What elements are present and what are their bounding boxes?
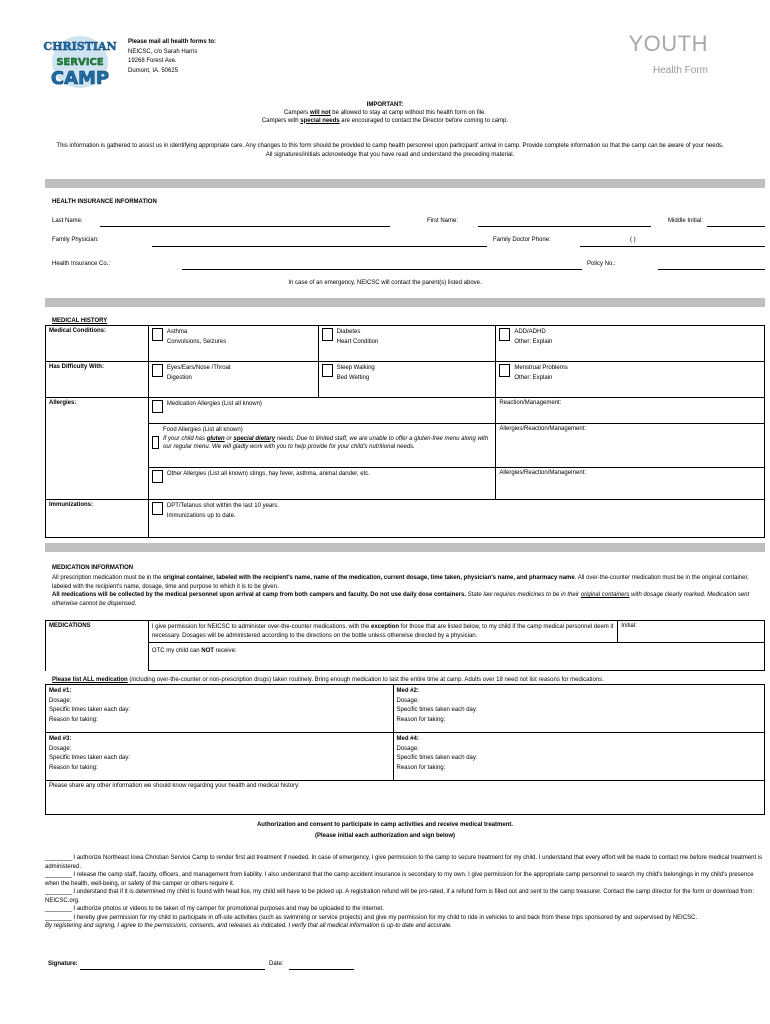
medical-history-table: Medical Conditions: Asthma Convulsions, Seizures Diabetes Heart Condition ADD/ADHD Other: Explain Has Difficulty With: Eyes/Ears/Nose /Throat Digestion Sleep Walking Bed Wetting Menstrual Problems Other: Explain Allergies: Medication Allergies (List all known) Reaction/Management: Food Allergies (List all known) If your child has gluten or special dietary needs: Due to limited staff, we are unable to offer a gluten-free menu along with our regular menu. We will gladly work with you to help provide for your child's nutritional needs. Allergies/Reaction/Management: Other Allergies (List all known) stings, hay fever, asthma, animal dander, etc. Allergies/Reaction/Management: Immunizations: DPT/Tetanus shot within the last 10 years. Immunizations up to date. bbox=[45, 325, 765, 538]
important-block bbox=[0, 102, 770, 125]
medications-table bbox=[45, 620, 765, 671]
allergies-label: Allergies: bbox=[46, 398, 149, 500]
med-2-field[interactable]: Med #2: Dosage: Specific times taken each day: Reason for taking: bbox=[393, 685, 764, 733]
date-label: Date: bbox=[269, 961, 284, 967]
checkbox[interactable] bbox=[152, 502, 163, 515]
allergies-reaction-2: Allergies/Reaction/Management: bbox=[496, 468, 765, 500]
signature-label: Signature: bbox=[48, 961, 78, 967]
first-name-input[interactable] bbox=[478, 226, 651, 227]
checkbox[interactable] bbox=[152, 364, 163, 377]
checkbox[interactable] bbox=[499, 328, 510, 341]
family-physician-label: Family Physician: bbox=[52, 237, 99, 243]
health-insurance-input[interactable] bbox=[182, 269, 582, 270]
medications-label: MEDICATIONS bbox=[46, 621, 149, 671]
svg-text:CHRISTIAN: CHRISTIAN bbox=[43, 40, 117, 53]
authorization-item: ________ I hereby give permission for my child to participate in off-site activities (such as swimming or service projects) and give my permission for my child to ride in vehicles to and back from these trips sponsored by and supervised by NEICSC. bbox=[45, 914, 698, 921]
form-title: YOUTH bbox=[628, 31, 708, 56]
checkbox[interactable] bbox=[152, 436, 159, 449]
signature-input[interactable] bbox=[80, 969, 265, 970]
checkbox[interactable] bbox=[152, 400, 163, 413]
health-insurance-label: Health Insurance Co.: bbox=[52, 261, 111, 267]
checkbox[interactable] bbox=[322, 328, 333, 341]
middle-initial-input[interactable] bbox=[707, 226, 765, 227]
doctor-phone-input[interactable] bbox=[580, 246, 765, 247]
important-title: IMPORTANT: bbox=[366, 102, 404, 108]
last-name-label: Last Name: bbox=[52, 218, 83, 224]
date-input[interactable] bbox=[289, 969, 354, 970]
doctor-phone-label: Family Doctor Phone: bbox=[493, 237, 551, 243]
policy-no-label: Policy No.: bbox=[587, 261, 616, 267]
section-bar bbox=[45, 543, 765, 552]
mail-title: Please mail all health forms to: bbox=[128, 39, 217, 45]
medical-history-title: MEDICAL HISTORY bbox=[52, 318, 108, 324]
checkbox[interactable] bbox=[152, 470, 163, 483]
authorization-title: Authorization and consent to participate in camp activities and receive medical treatment. bbox=[256, 822, 514, 828]
medication-paragraph: All prescription medication must be in the original container, labeled with the recipient's name, name of the medication, current dosage, time taken, physician's name, and pharmacy name. All over-the-counter medication must be in the original container, labeled with the recipient's name, dosage, time and purpose to which it is to be given. All medications will be collected by the medical personnel upon arrival at camp from both campers and faculty. Do not use daily dose containers. State law requires medicines to be in their original containers with dosage clearly marked. Medication sent otherwise cannot be dispensed. bbox=[52, 575, 750, 607]
info-paragraph: This information is gathered to assist us in identifying appropriate care. Any changes to this form should be provided to camp health personnel upon participant' arrival in camp. Provide complete information so that the camp can be aware of your needs. All signatures/initials acknowledge that you have read and understand the preceding material. bbox=[56, 143, 724, 158]
immunizations-label: Immunizations: bbox=[46, 500, 149, 538]
form-subtitle: Health Form bbox=[652, 65, 708, 76]
checkbox[interactable] bbox=[152, 328, 163, 341]
authorization-item: ________ I release the camp staff, faculty, officers, and management from liability. I also understand that the camp accident insurance is secondary to my own. I give permission for the appropriate camp personnel to search my child's belongings in my child's presence when the health, well-being, or safety of the camper or others require it. bbox=[45, 872, 754, 887]
last-name-input[interactable] bbox=[100, 226, 390, 227]
first-name-label: First Name: bbox=[427, 218, 459, 224]
svg-text:SERVICE: SERVICE bbox=[56, 57, 104, 68]
checkbox[interactable] bbox=[499, 364, 510, 377]
med-4-field[interactable]: Med #4: Dosage: Specific times taken each day: Reason for taking: bbox=[393, 733, 764, 781]
section-bar bbox=[45, 179, 765, 188]
emergency-note: In case of an emergency, NEICSC will contact the parent(s) listed above. bbox=[288, 280, 482, 286]
reaction-management: Reaction/Management: bbox=[496, 398, 765, 424]
mail-line: 19268 Forest Ave. bbox=[128, 58, 177, 64]
authorization-item: ________ I understand that if it is determined my child is found with head lice, my child will have to be picked up. A registration refund will be pro-rated, if a refund form is filled out and sent to the camp treasurer. Contact the camp director for the form or download from: NEICSC.org. bbox=[45, 889, 755, 904]
authorization-items bbox=[45, 854, 765, 931]
medication-title: MEDICATION INFORMATION bbox=[52, 565, 134, 571]
list-medication-note: Please list ALL medication (including over-the-counter or non-prescription drugs) taken routinely. Bring enough medication to last the entire time at camp. Adults over 18 need not list reasons for medications. bbox=[52, 677, 604, 683]
insurance-title: HEALTH INSURANCE INFORMATION bbox=[52, 199, 157, 205]
difficulty-label: Has Difficulty With: bbox=[46, 362, 149, 398]
medical-conditions-label: Medical Conditions: bbox=[46, 326, 149, 362]
authorization-subtitle: (Please initial each authorization and sign below) bbox=[314, 833, 456, 839]
section-bar bbox=[45, 298, 765, 307]
permission-text: I give permission for NEICSC to administer over-the-counter medications, with the exception for those that are listed below, to my child if the camp medical personnel deem it necessary. Dosages will be administered according to the directions on the bottle unless otherwise directed by a physician. bbox=[148, 621, 617, 643]
authorization-item: ________ I authorize Northeast Iowa Christian Service Camp to render first aid treatment if needed. In case of emergency, I give permission to the camp to secure treatment for my child. I understand that every effort will be made to contact me before medical treatment is administered. bbox=[45, 855, 763, 870]
checkbox[interactable] bbox=[322, 364, 333, 377]
policy-no-input[interactable] bbox=[658, 269, 765, 270]
camp-logo bbox=[43, 34, 117, 90]
authorization-closing: By registering and signing, I agree to the permissions, consents, and releases as indicated. I verify that all medical information is up-to date and accurate. bbox=[45, 923, 452, 929]
mail-line: Dumont, IA. 50625 bbox=[128, 67, 179, 74]
phone-paren: ( ) bbox=[630, 237, 636, 243]
other-info-field[interactable]: Please share any other information we should know regarding your health and medical history: bbox=[46, 781, 765, 815]
svg-text:CAMP: CAMP bbox=[50, 68, 110, 89]
initial-field[interactable]: Initial: bbox=[618, 621, 765, 643]
family-physician-input[interactable] bbox=[152, 246, 487, 247]
middle-initial-label: Middle Initial: bbox=[668, 218, 704, 224]
important-line-2: Campers with special needs are encouraged to contact the Director before coming to camp. bbox=[261, 117, 509, 124]
authorization-item: ________ I authorize photos or videos to be taken of my camper for promotional purposes and may be uploaded to the internet. bbox=[45, 906, 384, 912]
med-list-table bbox=[45, 684, 765, 815]
med-3-field[interactable]: Med #3: Dosage: Specific times taken each day: Reason for taking: bbox=[46, 733, 394, 781]
important-line-1: Campers will not be allowed to stay at camp without this health form on file. bbox=[283, 109, 487, 116]
otc-field[interactable]: OTC my child can NOT receive: bbox=[148, 643, 764, 671]
allergies-reaction: Allergies/Reaction/Management: bbox=[496, 424, 765, 468]
med-1-field[interactable]: Med #1: Dosage: Specific times taken each day: Reason for taking: bbox=[46, 685, 394, 733]
mail-line: NEICSC, c/o Sarah Harris bbox=[128, 48, 198, 55]
mailing-address bbox=[128, 38, 216, 76]
